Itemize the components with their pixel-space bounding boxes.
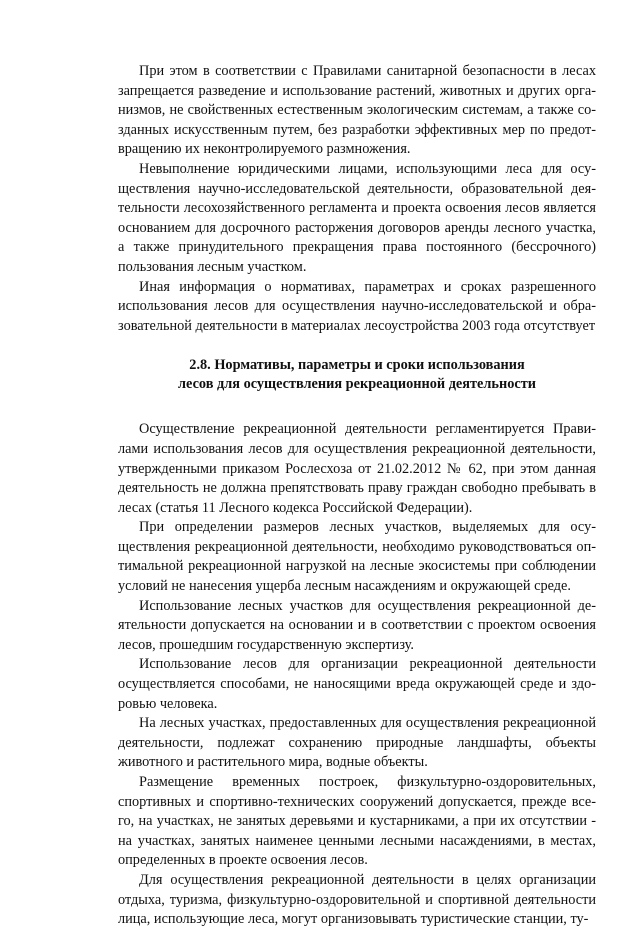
section-heading-2-8 <box>118 356 596 394</box>
section-intro <box>118 62 596 336</box>
paragraph-landscape-preservation: На лесных участках, предоставленных для осуществления рекреационной деятельности, подлежат сохранению природные ландшафты, объекты животного и растительного мира, водные объекты. <box>118 715 596 771</box>
section-heading-line-1: 2.8. Нормативы, параметры и сроки использования <box>189 357 525 374</box>
paragraph-temporary-buildings: Размещение временных построек, физкультурно-оздоровительных, спортивных и спортивно-технических сооружений допускается, прежде всего, на участках, не занятых деревьями и кустарниками, а при их отсутствии - на участках, занятых наименее ценными лесными насаждениями, в местах, определенных в проекте освоения лесов. <box>118 774 596 869</box>
paragraph-tourism-stations: Для осуществления рекреационной деятельности в целях организации отдыха, туризма, физкультурно-оздоровительной и спортивной деятельности лица, использующие леса, могут организовывать туристические станции, ту- <box>118 871 596 928</box>
paragraph-usage-methods: Использование лесов для организации рекреационной деятельности осуществляется способами, не наносящими вреда окружающей среде и здоровью человека. <box>118 656 596 712</box>
paragraph-plot-usage: Использование лесных участков для осуществления рекреационной деятельности допускается на основании и в соответствии с проектом освоения лесов, прошедшим государственную экспертизу. <box>118 597 596 653</box>
paragraph-violation-consequences: Невыполнение юридическими лицами, использующими леса для осуществления научно-исследовательской деятельности, образовательной деятельности лесохозяйственного регламента и проекта освоения лесов является основанием для досрочного расторжения договоров аренды лесного участка, а также принудительного прекращения права постоянного (бессрочного) пользования лесным участком. <box>118 160 596 275</box>
document-body <box>118 62 596 930</box>
paragraph-plot-size: При определении размеров лесных участков, выделяемых для осуществления рекреационной деятельности, необходимо руководствоваться оптимальной рекреационной нагрузкой на лесные экосистемы при соблюдении условий не нанесения ущерба лесным насаждениям и окружающей среде. <box>118 519 596 595</box>
paragraph-sanitary-rules: При этом в соответствии с Правилами санитарной безопасности в лесах запрещается разведение и использование растений, животных и других организмов, не свойственных естественным экологическим системам, а также созданных искусственным путем, без разработки эффективных мер по предотвращению их неконтролируемого размножения. <box>118 63 596 158</box>
section-heading-line-2: лесов для осуществления рекреационной деятельности <box>178 376 536 393</box>
section-recreational <box>118 420 596 929</box>
paragraph-recreation-regulation: Осуществление рекреационной деятельности регламентируется Правилами использования лесов для осуществления рекреационной деятельности, утвержденными приказом Рослесхоза от 21.02.2012 № 62, при этом данная деятельность не должна препятствовать праву граждан свободно пребывать в лесах (статья 11 Лесного кодекса Российской Федерации). <box>118 421 596 516</box>
paragraph-other-information: Иная информация о нормативах, параметрах и сроках разрешенного использования лесов для осуществления научно-исследовательской и образовательной деятельности в материалах лесоустройства 2003 года отсутствует <box>118 278 596 334</box>
